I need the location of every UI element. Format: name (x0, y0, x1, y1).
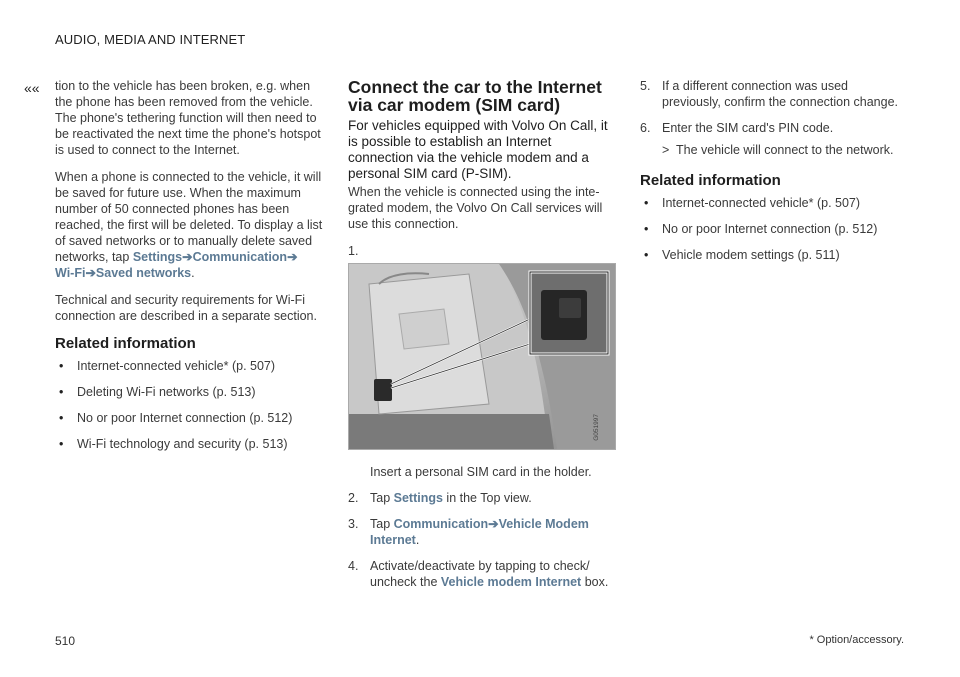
step-3 (348, 516, 614, 548)
related-link[interactable]: • Internet-connected vehicle* (p. 507) (55, 358, 327, 374)
menu-settings: Settings (132, 250, 183, 264)
step-1-number: 1. (348, 244, 359, 258)
step-number: 2. (348, 491, 359, 505)
step-text: . (415, 533, 420, 547)
result-text: The vehicle will connect to the network. (676, 143, 894, 157)
step-text: box. (581, 575, 609, 589)
step-1 (348, 464, 614, 480)
step-4 (348, 558, 614, 590)
menu-saved-networks: Saved networks (95, 266, 192, 280)
paragraph-saved-networks (55, 169, 327, 281)
continued-mark: «« (24, 80, 40, 96)
menu-communication: Communication (192, 250, 288, 264)
column-right (640, 78, 902, 273)
step-text: Enter the SIM card's PIN code. (662, 121, 834, 135)
paragraph-tethering: tion to the vehicle has been broken, e.g. when the phone has been removed from the vehicle. The phone's tethering function will then need to be reactivated the next time the phone's hotspot is used to connect to the Internet. (55, 79, 321, 157)
intro-paragraph: When the vehicle is connected using the inte-grated modem, the Volvo On Call services will use this connection. (348, 185, 603, 231)
related-link[interactable]: • Internet-connected vehicle* (p. 507) (640, 195, 902, 211)
figure-id: G051997 (593, 414, 600, 441)
menu-communication: Communication (393, 517, 489, 531)
steps-list (348, 464, 614, 590)
step-6 (640, 120, 902, 158)
step-text: in the Top view. (442, 491, 532, 505)
related-link[interactable]: • Vehicle modem settings (p. 511) (640, 247, 902, 263)
step-2 (348, 490, 614, 506)
column-left (55, 78, 327, 462)
step-text: Activate/deactivate by tapping to check/ uncheck the (370, 559, 590, 589)
related-link[interactable]: • No or poor Internet connection (p. 512) (55, 410, 327, 426)
menu-wifi: Wi-Fi (55, 266, 86, 280)
arrow-right-icon: ➔ (85, 266, 96, 280)
paragraph-security: Technical and security requirements for Wi-Fi connection are described in a separate section. (55, 293, 317, 323)
section-heading: Connect the car to the Internet via car modem (SIM card) (348, 77, 602, 115)
column-middle (348, 78, 614, 600)
footnote: * Option/accessory. (809, 634, 904, 646)
arrow-right-icon: ➔ (488, 517, 499, 531)
related-heading: Related information (640, 172, 781, 189)
running-header: AUDIO, MEDIA AND INTERNET (55, 32, 246, 47)
lead-paragraph: For vehicles equipped with Volvo On Call, it is possible to establish an Internet connection via the vehicle modem and a personal SIM card (P-SIM). (348, 118, 608, 181)
related-list (55, 358, 327, 452)
result-marker: > (662, 143, 670, 157)
step-number: 6. (640, 121, 651, 135)
saved-networks-text: When a phone is connected to the vehicle, it will be saved for future use. When the maximum number of 50 connected phones has been reached, the first will be deleted. To display a list of saved networks or to manually delete saved networks, tap (55, 170, 323, 264)
step-number: 5. (640, 79, 651, 93)
steps-list-continued (640, 78, 902, 158)
sim-holder-mark (374, 379, 392, 401)
menu-settings: Settings (393, 491, 443, 505)
arrow-right-icon: ➔ (182, 250, 193, 264)
menu-vehicle-modem-internet: Vehicle Modem Internet (370, 517, 589, 547)
trunk-illustration (349, 264, 615, 449)
step-number: 3. (348, 517, 359, 531)
related-link[interactable]: • Deleting Wi-Fi networks (p. 513) (55, 384, 327, 400)
step-text: Tap (370, 517, 394, 531)
step-number: 4. (348, 559, 359, 573)
related-list (640, 195, 902, 263)
step-text: If a different connection was used previously, confirm the connection change. (662, 79, 899, 109)
step-5 (640, 78, 902, 110)
related-link[interactable]: • No or poor Internet connection (p. 512) (640, 221, 902, 237)
step-text: Tap (370, 491, 394, 505)
page-number: 510 (55, 634, 76, 648)
arrow-right-icon: ➔ (287, 250, 298, 264)
step-1-text: Insert a personal SIM card in the holder. (370, 465, 592, 479)
step-result (662, 142, 902, 158)
sentence-end: . (191, 266, 195, 280)
sim-card-holder-figure (348, 263, 616, 450)
related-link[interactable]: • Wi-Fi technology and security (p. 513) (55, 436, 327, 452)
menu-vehicle-modem-internet-box: Vehicle modem Internet (440, 575, 582, 589)
related-heading: Related information (55, 335, 196, 352)
